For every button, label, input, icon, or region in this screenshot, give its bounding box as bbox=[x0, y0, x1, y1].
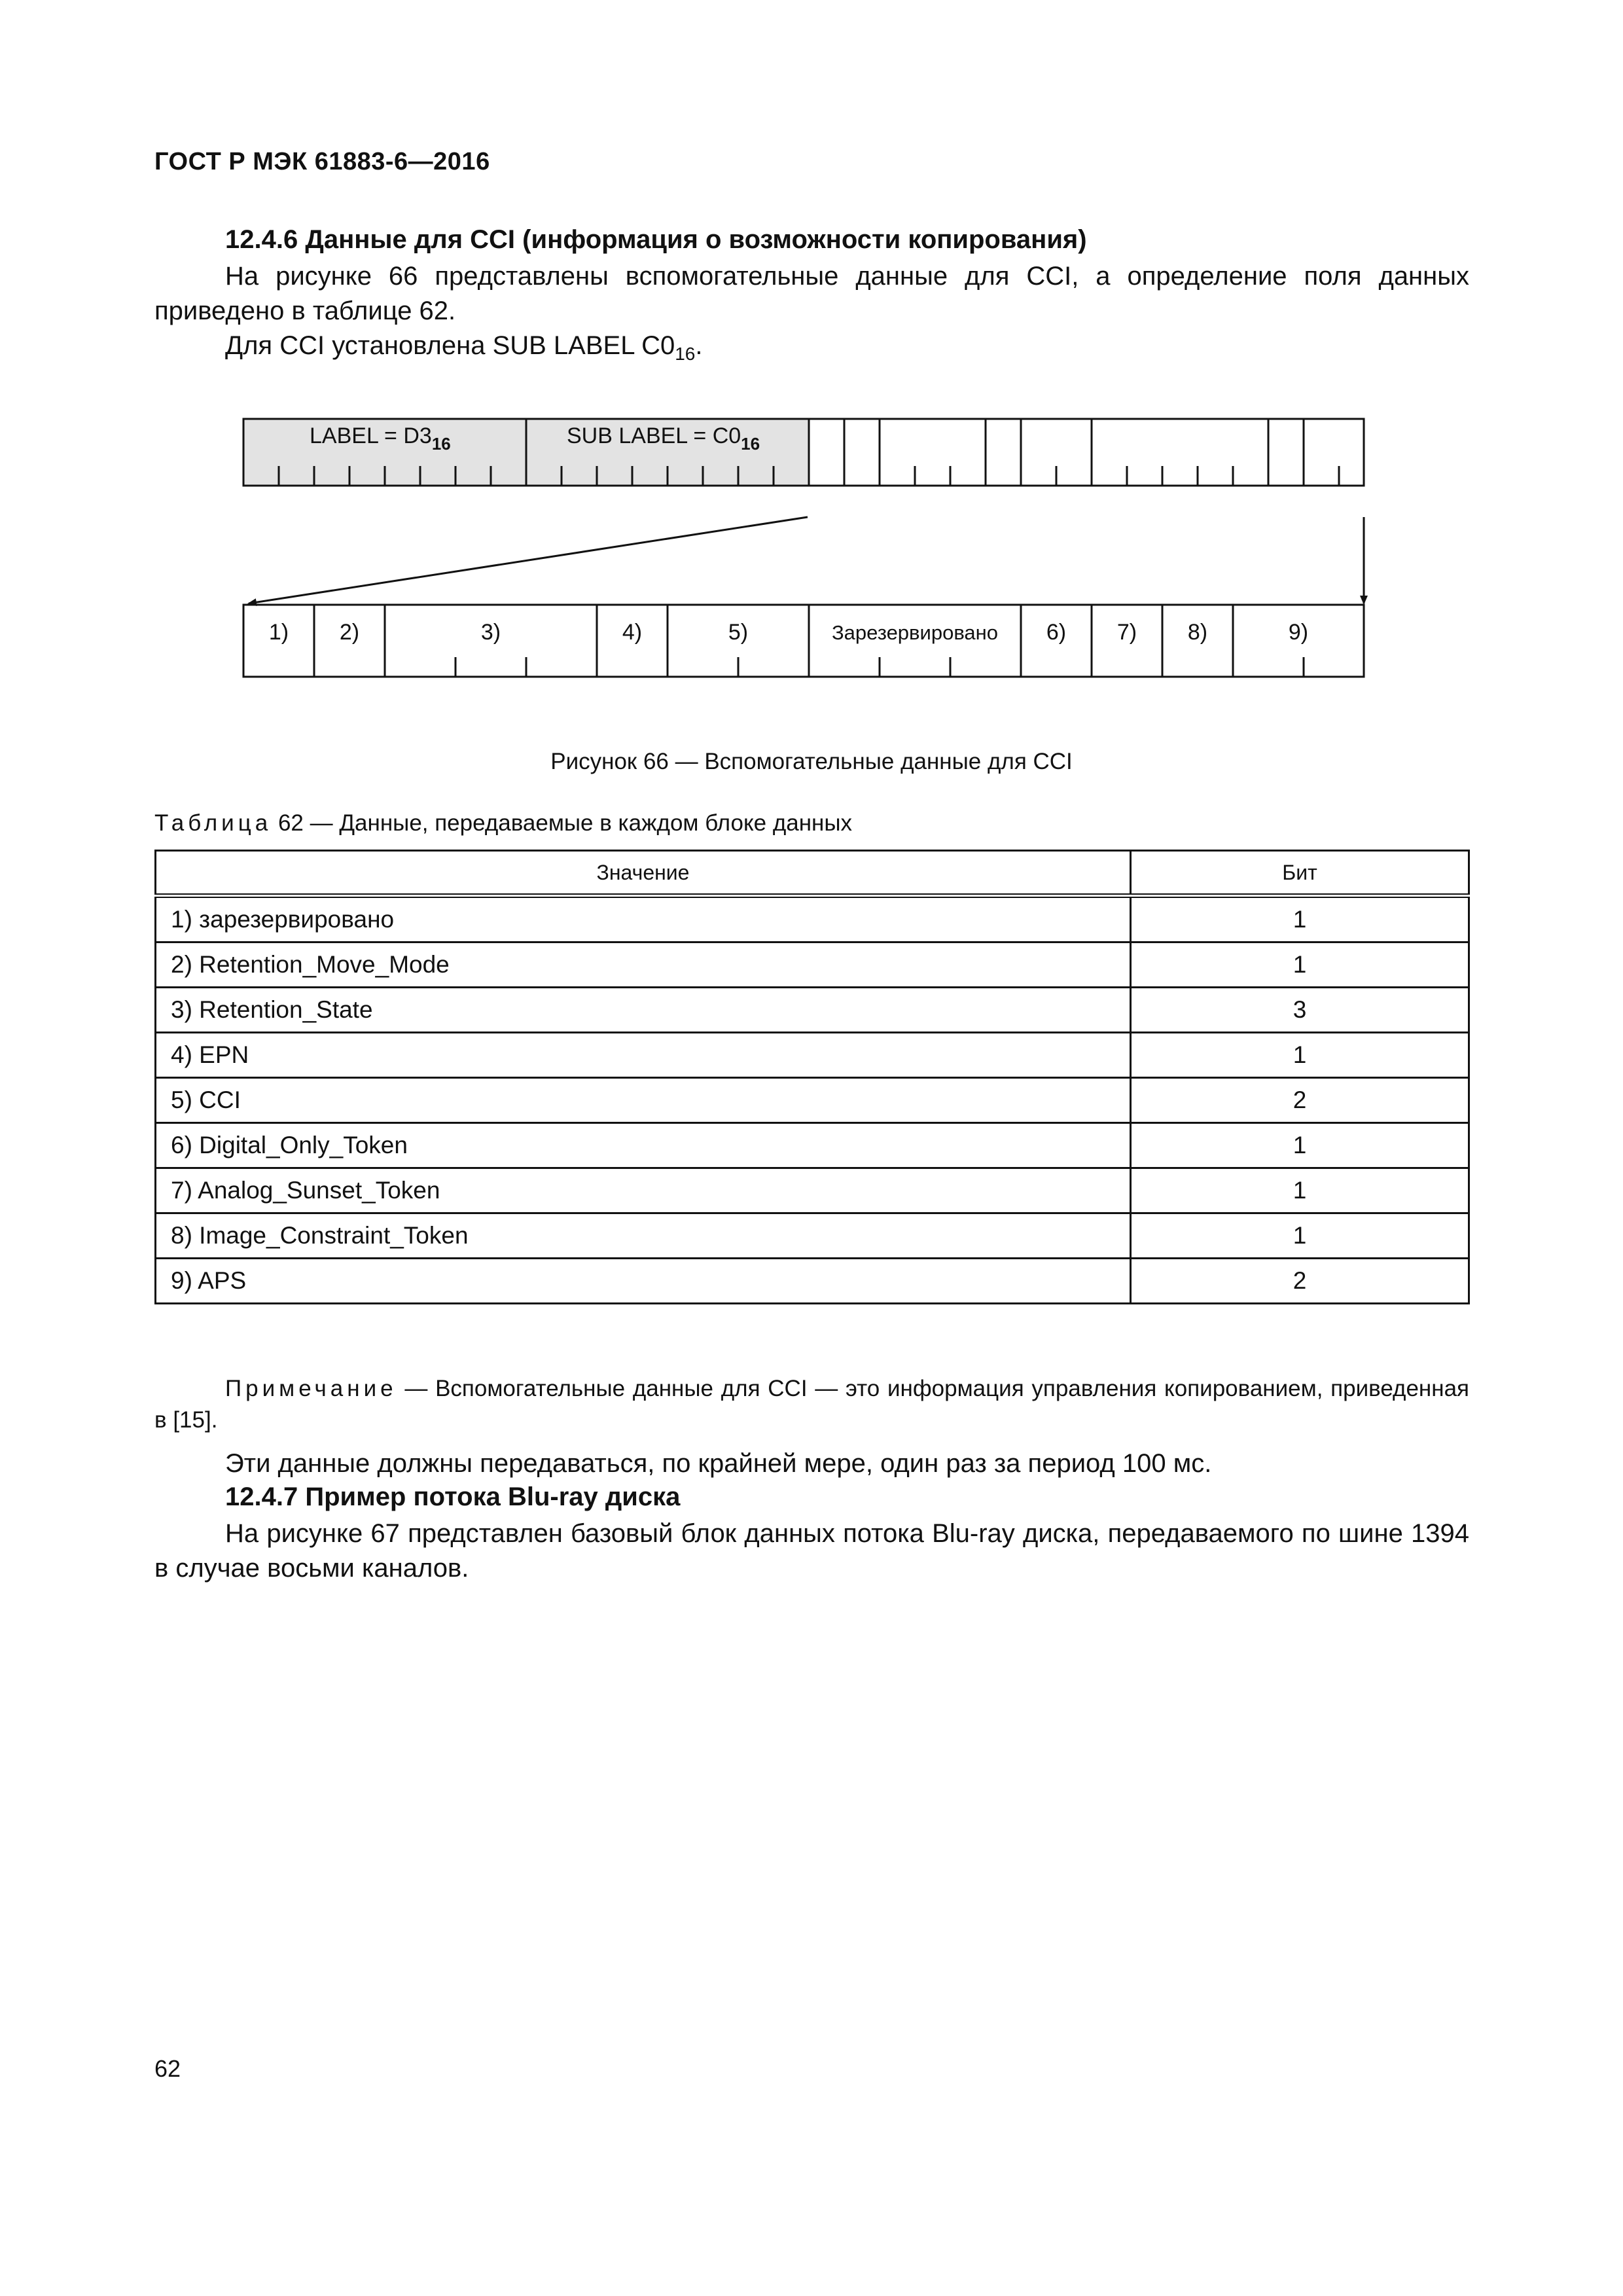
table-row bbox=[156, 1168, 1469, 1213]
expanded-bit-ticks bbox=[455, 657, 1304, 677]
field-3-label: 3) bbox=[480, 620, 501, 645]
table-row bbox=[156, 1078, 1469, 1123]
field-2-label: 2) bbox=[339, 620, 360, 645]
sublabel-subscript: 16 bbox=[675, 344, 696, 364]
field-4-label: 4) bbox=[622, 620, 643, 645]
data-field-box bbox=[809, 419, 1364, 486]
data-bit-ticks bbox=[915, 466, 1339, 486]
row-bits: 1 bbox=[1131, 1213, 1469, 1259]
row-bits: 3 bbox=[1131, 988, 1469, 1033]
row-name: 1) зарезервировано bbox=[156, 896, 1131, 942]
expand-arrow-left bbox=[249, 517, 808, 603]
table-row bbox=[156, 1259, 1469, 1304]
row-name: 7) Analog_Sunset_Token bbox=[156, 1168, 1131, 1213]
row-bits: 1 bbox=[1131, 942, 1469, 988]
section-title: 12.4.6 Данные для CCI (информация о возможности копирования) bbox=[225, 225, 1087, 254]
label-field-text: LABEL = $D3_{16}$ bbox=[310, 423, 451, 454]
expanded-field-dividers bbox=[314, 605, 1233, 677]
row-bits: 2 bbox=[1131, 1259, 1469, 1304]
table-row bbox=[156, 1033, 1469, 1078]
field-7-label: 7) bbox=[1116, 620, 1137, 645]
field-1-label: 1) bbox=[268, 620, 289, 645]
note bbox=[154, 1373, 1469, 1436]
document-header: ГОСТ Р МЭК 61883-6—2016 bbox=[154, 148, 490, 175]
paragraph-bluray: На рисунке 67 представлен базовый блок данных потока Blu-ray диска, передаваемого по шине 1394 в случае восьми каналов. bbox=[154, 1519, 1469, 1583]
field-5-label: 5) bbox=[728, 620, 749, 645]
row-bits: 2 bbox=[1131, 1078, 1469, 1123]
sublabel-period: . bbox=[695, 331, 703, 360]
paragraph-transmission-period: Эти данные должны передаваться, по крайней мере, один раз за период 100 мс. bbox=[225, 1449, 1212, 1478]
table-title bbox=[154, 810, 852, 836]
row-bits: 1 bbox=[1131, 1033, 1469, 1078]
table-title-prefix: Таблица bbox=[154, 810, 272, 836]
row-name: 9) APS bbox=[156, 1259, 1131, 1304]
table-row bbox=[156, 896, 1469, 942]
paragraph-figure-intro: На рисунке 66 представлены вспомогательные данные для CCI, а определение поля данных приведено в таблице 62. bbox=[154, 262, 1469, 325]
row-name: 2) Retention_Move_Mode bbox=[156, 942, 1131, 988]
row-name: 3) Retention_State bbox=[156, 988, 1131, 1033]
row-name: 4) EPN bbox=[156, 1033, 1131, 1078]
table-row bbox=[156, 988, 1469, 1033]
figure-caption: Рисунок 66 — Вспомогательные данные для CCI bbox=[550, 749, 1073, 774]
sublabel-text: Для CCI установлена SUB LABEL C0 bbox=[225, 331, 675, 360]
table-row bbox=[156, 1213, 1469, 1259]
field-6-label: 6) bbox=[1046, 620, 1067, 645]
table-header-row bbox=[156, 851, 1469, 896]
field-9-label: 9) bbox=[1288, 620, 1309, 645]
column-header-value: Значение bbox=[156, 851, 1131, 896]
field-8-label: 8) bbox=[1187, 620, 1208, 645]
row-bits: 1 bbox=[1131, 1168, 1469, 1213]
row-name: 5) CCI bbox=[156, 1078, 1131, 1123]
note-prefix: Примечание bbox=[225, 1376, 397, 1401]
figure-66-diagram bbox=[0, 0, 1623, 746]
data-field-dividers bbox=[844, 419, 1304, 486]
table-row bbox=[156, 1123, 1469, 1168]
row-bits: 1 bbox=[1131, 1123, 1469, 1168]
row-bits: 1 bbox=[1131, 896, 1469, 942]
table-title-text: 62 — Данные, передаваемые в каждом блоке данных bbox=[272, 810, 853, 836]
data-table bbox=[154, 850, 1470, 1304]
sublabel-field-text: SUB LABEL = $C0_{16}$ bbox=[567, 423, 760, 454]
column-header-bit: Бит bbox=[1131, 851, 1469, 896]
row-name: 6) Digital_Only_Token bbox=[156, 1123, 1131, 1168]
field-reserved-label: Зарезервировано bbox=[831, 621, 999, 644]
section-title-2: 12.4.7 Пример потока Blu-ray диска bbox=[225, 1482, 681, 1511]
table-row bbox=[156, 942, 1469, 988]
page-number: 62 bbox=[154, 2055, 181, 2082]
row-name: 8) Image_Constraint_Token bbox=[156, 1213, 1131, 1259]
note-text: — Вспомогательные данные для CCI — это информация управления копированием, приведенная в [15]. bbox=[154, 1376, 1469, 1433]
